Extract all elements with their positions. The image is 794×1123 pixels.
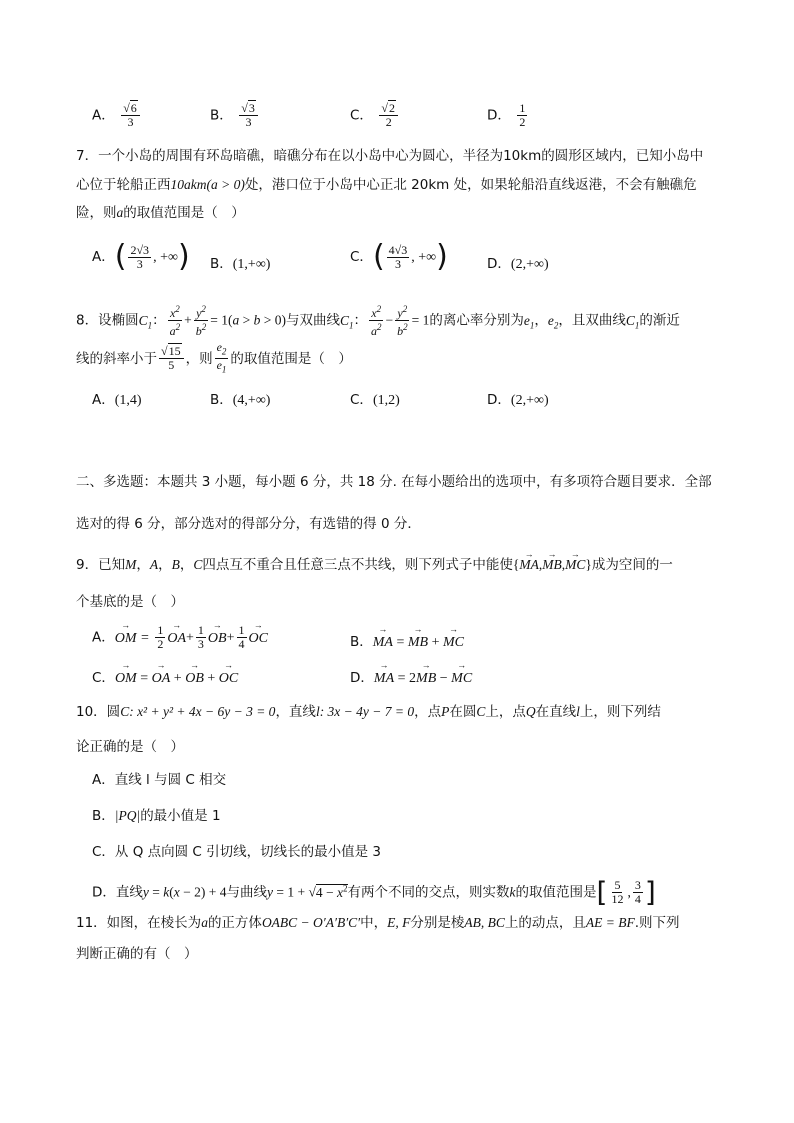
text: 险，则 (76, 205, 117, 221)
q7-option-d (487, 252, 549, 273)
q8-line-2: 线的斜率小于 $\frac{√15}{5}$ ，则 $\frac{e_2}{e_1}$ 的取值范围是（ ） (76, 340, 352, 375)
option-label: C． (350, 107, 373, 124)
option-label: B． (210, 107, 233, 124)
option-label: C． (350, 249, 373, 265)
q8-line-1: 8．设椭圆$C_1$： $\frac{x^2}{a^2}$ + $\frac{y^2}{b^2}$ = 1(a > b > 0)与双曲线$C_1$： $\frac{x^2}{a^2}$ − $\frac{y^2}{b^2}$ = 1的离心率分别为$e_1$，$e_2$，且双曲线$C_1$的渐近 (76, 304, 680, 338)
fraction: $\frac{√3}{3}$ (239, 102, 258, 129)
q8-option-c: C．(1,2) (350, 392, 400, 408)
text: 的取值范围是（ ） (123, 205, 245, 221)
q8-option-d: D．(2,+∞) (487, 392, 549, 408)
option-label: D． (487, 107, 511, 124)
text: 处，港口位于小岛中心正北 20km 处，如果轮船沿直线返港，不会有触礁危 (244, 177, 697, 193)
q10-option-b: B．|PQ|的最小值是 1 (92, 808, 221, 824)
text: 四点互不重合且任意三点不共线，则下列式子中能使 (202, 557, 513, 573)
q10-option-d: D．直线y = k(x − 2) + 4与曲线$y = 1 + √4 - x^2$有两个不同的交点，则实数k的取值范围是[ $\frac{5}{12}$ , $\frac{3}{4}$ ] (92, 875, 656, 909)
q6-option-d (487, 102, 529, 129)
q7-line-1: 7．一个小岛的周围有环岛暗礁，暗礁分布在以小岛中心为圆心，半径为10km的圆形区域内，已知小岛中 (76, 148, 704, 164)
q10-line-2: 论正确的是（ ） (76, 739, 184, 755)
q9-line-1: 9．已知M，A，B，C四点互不重合且任意三点不共线，则下列式子中能使{→ MA,→ MB,→ MC}成为空间的一 (76, 555, 673, 575)
q10-line-1: 10．圆C: x² + y² + 4x − 6y − 3 = 0，直线l: 3x − 4y − 7 = 0，点P在圆C上，点Q在直线l上，则下列结 (76, 704, 661, 720)
text: ，则 (185, 350, 213, 367)
text: 8．设椭圆 (76, 312, 139, 329)
math: a (116, 205, 124, 220)
math: 10akm(a > 0) (170, 177, 245, 192)
q11-line-1: 11．如图，在棱长为a的正方体OABC − O′A′B′C′中，E, F分别是棱AB, BC上的动点，且AE = BF.则下列 (76, 915, 680, 931)
option-label: D． (487, 256, 511, 272)
q9-option-a: A．→ OM = $\frac{1}{2}$ → OA+ $\frac{1}{3}$ → OB+ $\frac{1}{4}$ → OC (92, 624, 268, 651)
text: 的渐近 (639, 312, 680, 329)
q10-option-c: C．从 Q 点向圆 C 引切线，切线长的最小值是 3 (92, 844, 382, 860)
math: (2,+∞) (510, 257, 549, 272)
q7-option-b (210, 252, 270, 273)
math: $C_1$ (138, 312, 153, 331)
option-label: B． (210, 256, 233, 272)
text: 成为空间的一 (591, 557, 673, 573)
fraction: $\frac{1}{2}$ (519, 101, 526, 129)
q7-line-3 (76, 203, 245, 223)
q7-line-2 (76, 175, 697, 195)
q8-option-b: B．(4,+∞) (210, 392, 271, 408)
q6-option-a (92, 102, 142, 129)
text: 与双曲线 (285, 312, 340, 329)
q7-option-c: C．( $\frac{4√3}{3}$ , +∞) (350, 239, 448, 274)
option-label: A． (92, 249, 115, 265)
q11-line-2: 判断正确的有（ ） (76, 946, 198, 962)
q9-option-c: C．→ OM = → OA + → OB + → OC (92, 666, 238, 687)
option-label: A． (92, 107, 115, 124)
text: 线的斜率小于 (76, 350, 157, 367)
math: (1,+∞) (232, 257, 271, 272)
q6-option-c (350, 102, 400, 129)
section-2-heading-line-1: 二、多选题：本题共 3 小题，每小题 6 分，共 18 分. 在每小题给出的选项中，有多项符合题目要求．全部 (76, 474, 712, 490)
text: 9．已知 (76, 557, 126, 573)
q9-option-b: B．→ MA = → MB + → MC (350, 630, 464, 651)
q9-line-2: 个基底的是（ ） (76, 594, 184, 610)
fraction: $\frac{√6}{3}$ (121, 102, 140, 129)
q6-option-b (210, 102, 260, 129)
q8-option-a: A．(1,4) (92, 392, 142, 408)
q7-option-a: A．( $\frac{2√3}{3}$ , +∞) (92, 239, 190, 274)
q10-option-a: A．直线 l 与圆 C 相交 (92, 772, 227, 788)
fraction: $\frac{√2}{2}$ (379, 102, 398, 129)
text: ，且双曲线 (558, 312, 626, 329)
text: 的离心率分别为 (429, 312, 524, 329)
text: 的取值范围是（ ） (230, 350, 352, 367)
section-2-heading-line-2: 选对的得 6 分，部分选对的得部分分，有选错的得 0 分． (76, 516, 421, 532)
text: 心位于轮船正西 (76, 177, 171, 193)
q9-option-d: D．→ MA = 2→ MB − → MC (350, 666, 472, 687)
